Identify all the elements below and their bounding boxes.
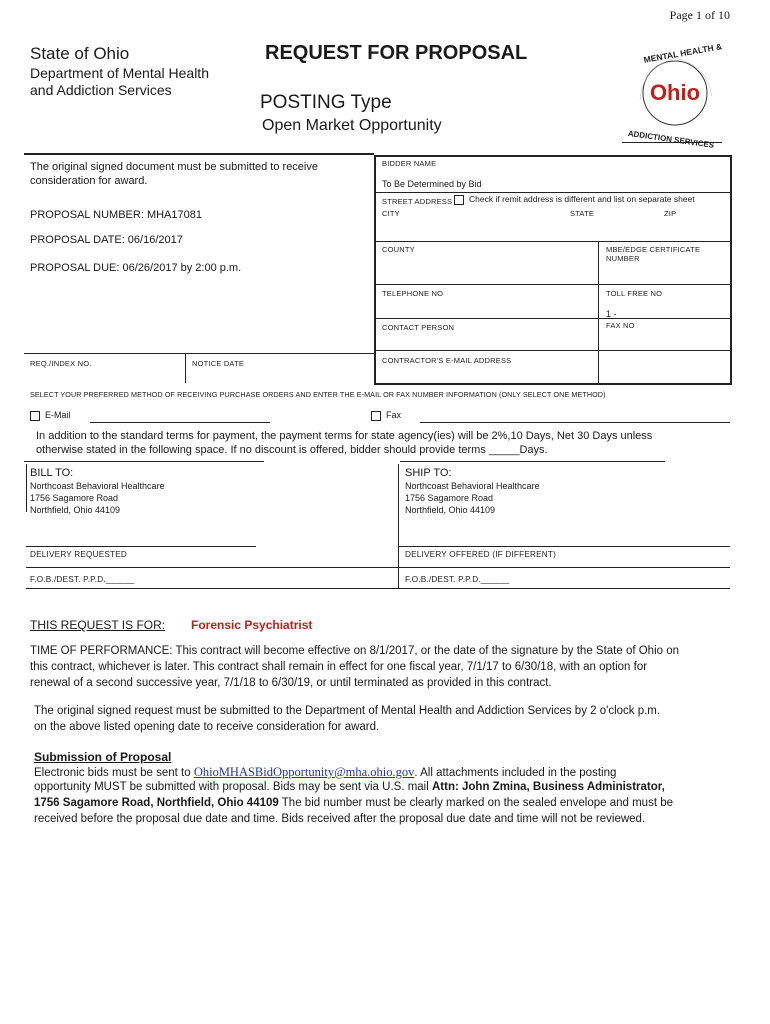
proposal-due: PROPOSAL DUE: 06/26/2017 by 2:00 p.m. [30,262,242,274]
toll-free-value[interactable]: 1 - [606,309,617,319]
department-line1: Department of Mental Health [30,65,209,81]
bill-to-street: 1756 Sagamore Road [30,493,119,503]
remit-check-text: Check if remit address is different and list on separate sheet [469,194,695,204]
request-for-value: Forensic Psychiatrist [191,618,313,632]
fob-right: F.O.B./DEST. P.P.D.______ [405,575,510,584]
bill-to-city: Northfield, Ohio 44109 [30,505,121,515]
original-request-line2: on the above listed opening date to receive consideration for award. [34,721,380,733]
page-number: Page 1 of 10 [669,8,730,22]
submission-line1-post: . All attachments included in the posting [414,767,617,779]
submission-line2-pre: opportunity MUST be submitted with proposal. Bids may be sent via U.S. mail [34,781,429,793]
ship-to-street: 1756 Sagamore Road [405,493,494,503]
checkbox-icon [371,411,381,421]
proposal-number: PROPOSAL NUMBER: MHA17081 [30,209,202,221]
zip-label: ZIP [664,209,677,218]
ship-to-label: SHIP TO: [405,467,452,479]
checkbox-icon [30,411,40,421]
county-label: COUNTY [382,245,415,254]
state-name: State of Ohio [30,44,130,63]
email-option-label: E-Mail [45,410,71,420]
bid-email-link[interactable]: OhioMHASBidOpportunity@mha.ohio.gov [193,765,415,779]
bill-to-name: Northcoast Behavioral Healthcare [30,481,165,491]
original-document-notice: The original signed document must be submitted to receive consideration for award. [30,161,318,187]
performance-line1 [30,645,679,657]
agency-seal [620,38,730,148]
submission-line4: received before the proposal due date and time. Bids received after the proposal due date and time will not be reviewed. [34,813,646,825]
street-address-label: STREET ADDRESS [382,197,453,206]
request-for-label: THIS REQUEST IS FOR: [30,618,166,632]
ship-to-name: Northcoast Behavioral Healthcare [405,481,540,491]
remit-address-checkbox[interactable] [454,194,695,205]
department-line2: and Addiction Services [30,82,172,98]
notice-date-label: NOTICE DATE [192,359,245,368]
seal-arc-top: MENTAL HEALTH & [642,41,723,65]
submission-line1-pre: Electronic bids must be sent to [34,767,191,779]
fax-option[interactable] [371,410,401,421]
bidder-name-value[interactable]: To Be Determined by Bid [382,179,482,189]
payment-terms-line2: otherwise stated in the following space. If no discount is offered, bidder should provide terms _____Days. [36,444,548,456]
city-label: CITY [382,209,400,218]
posting-type: POSTING Type [260,92,392,113]
page-title: REQUEST FOR PROPOSAL [265,42,528,64]
bidder-name-label: BIDDER NAME [382,159,437,168]
original-request-line1: The original signed request must be submitted to the Department of Mental Health and Addiction Services by 2 o'clock p.m. [34,705,661,717]
mbe-label-line1: MBE/EDGE CERTIFICATE [606,245,701,254]
telephone-label: TELEPHONE NO [382,289,444,298]
state-label: STATE [570,209,595,218]
submission-line3 [34,797,673,809]
order-method-instruction: SELECT YOUR PREFERRED METHOD OF RECEIVING PURCHASE ORDERS AND ENTER THE E-MAIL OR FAX NUMBER INFORMATION (ONLY SELECT ONE METHOD) [30,390,606,399]
proposal-date: PROPOSAL DATE: 06/16/2017 [30,234,183,246]
performance-label: TIME OF PERFORMANCE: [30,645,173,657]
submission-address: 1756 Sagamore Road, Northfield, Ohio 44109 [34,797,279,809]
email-option[interactable] [30,410,71,421]
req-index-label: REQ./INDEX NO. [30,359,92,368]
contact-person-label: CONTACT PERSON [382,323,455,332]
submission-heading: Submission of Proposal [34,750,172,764]
performance-line2: this contract, whichever is later. This contract shall remain in effect for one fiscal year, 7/1/17 to 6/30/18, with an option for [30,661,648,673]
fax-option-label: Fax [386,410,402,420]
bill-to-label: BILL TO: [30,467,74,479]
mbe-label-line2: NUMBER [606,254,640,263]
toll-free-label: TOLL FREE NO [606,289,663,298]
submission-line3-post: The bid number must be clearly marked on the sealed envelope and must be [281,797,674,809]
submission-line2 [34,781,665,793]
seal-word: Ohio [649,80,701,105]
seal-arc-bottom: ADDICTION SERVICES [627,128,715,148]
email-label: CONTRACTOR'S E-MAIL ADDRESS [382,356,512,365]
performance-text: This contract will become effective on 8/1/2017, or the date of the signature by the State of Ohio on [175,645,680,657]
submission-line1 [34,765,616,780]
fax-label: FAX NO [606,321,635,330]
payment-terms-line1: In addition to the standard terms for payment, the payment terms for state agency(ies) will be 2%,10 Days, Net 30 Days unless [36,430,653,442]
delivery-offered-label: DELIVERY OFFERED (IF DIFFERENT) [405,550,557,559]
posting-subtype: Open Market Opportunity [262,117,442,134]
fob-left: F.O.B./DEST. P.P.D.______ [30,575,135,584]
ship-to-city: Northfield, Ohio 44109 [405,505,496,515]
delivery-requested-label: DELIVERY REQUESTED [30,550,128,559]
submission-attn: Attn: John Zmina, Business Administrator, [432,781,665,793]
checkbox-icon [454,195,464,205]
performance-line3: renewal of a second successive year, 7/1/18 to 6/30/19, or until terminated as provided in this contract. [30,677,552,689]
